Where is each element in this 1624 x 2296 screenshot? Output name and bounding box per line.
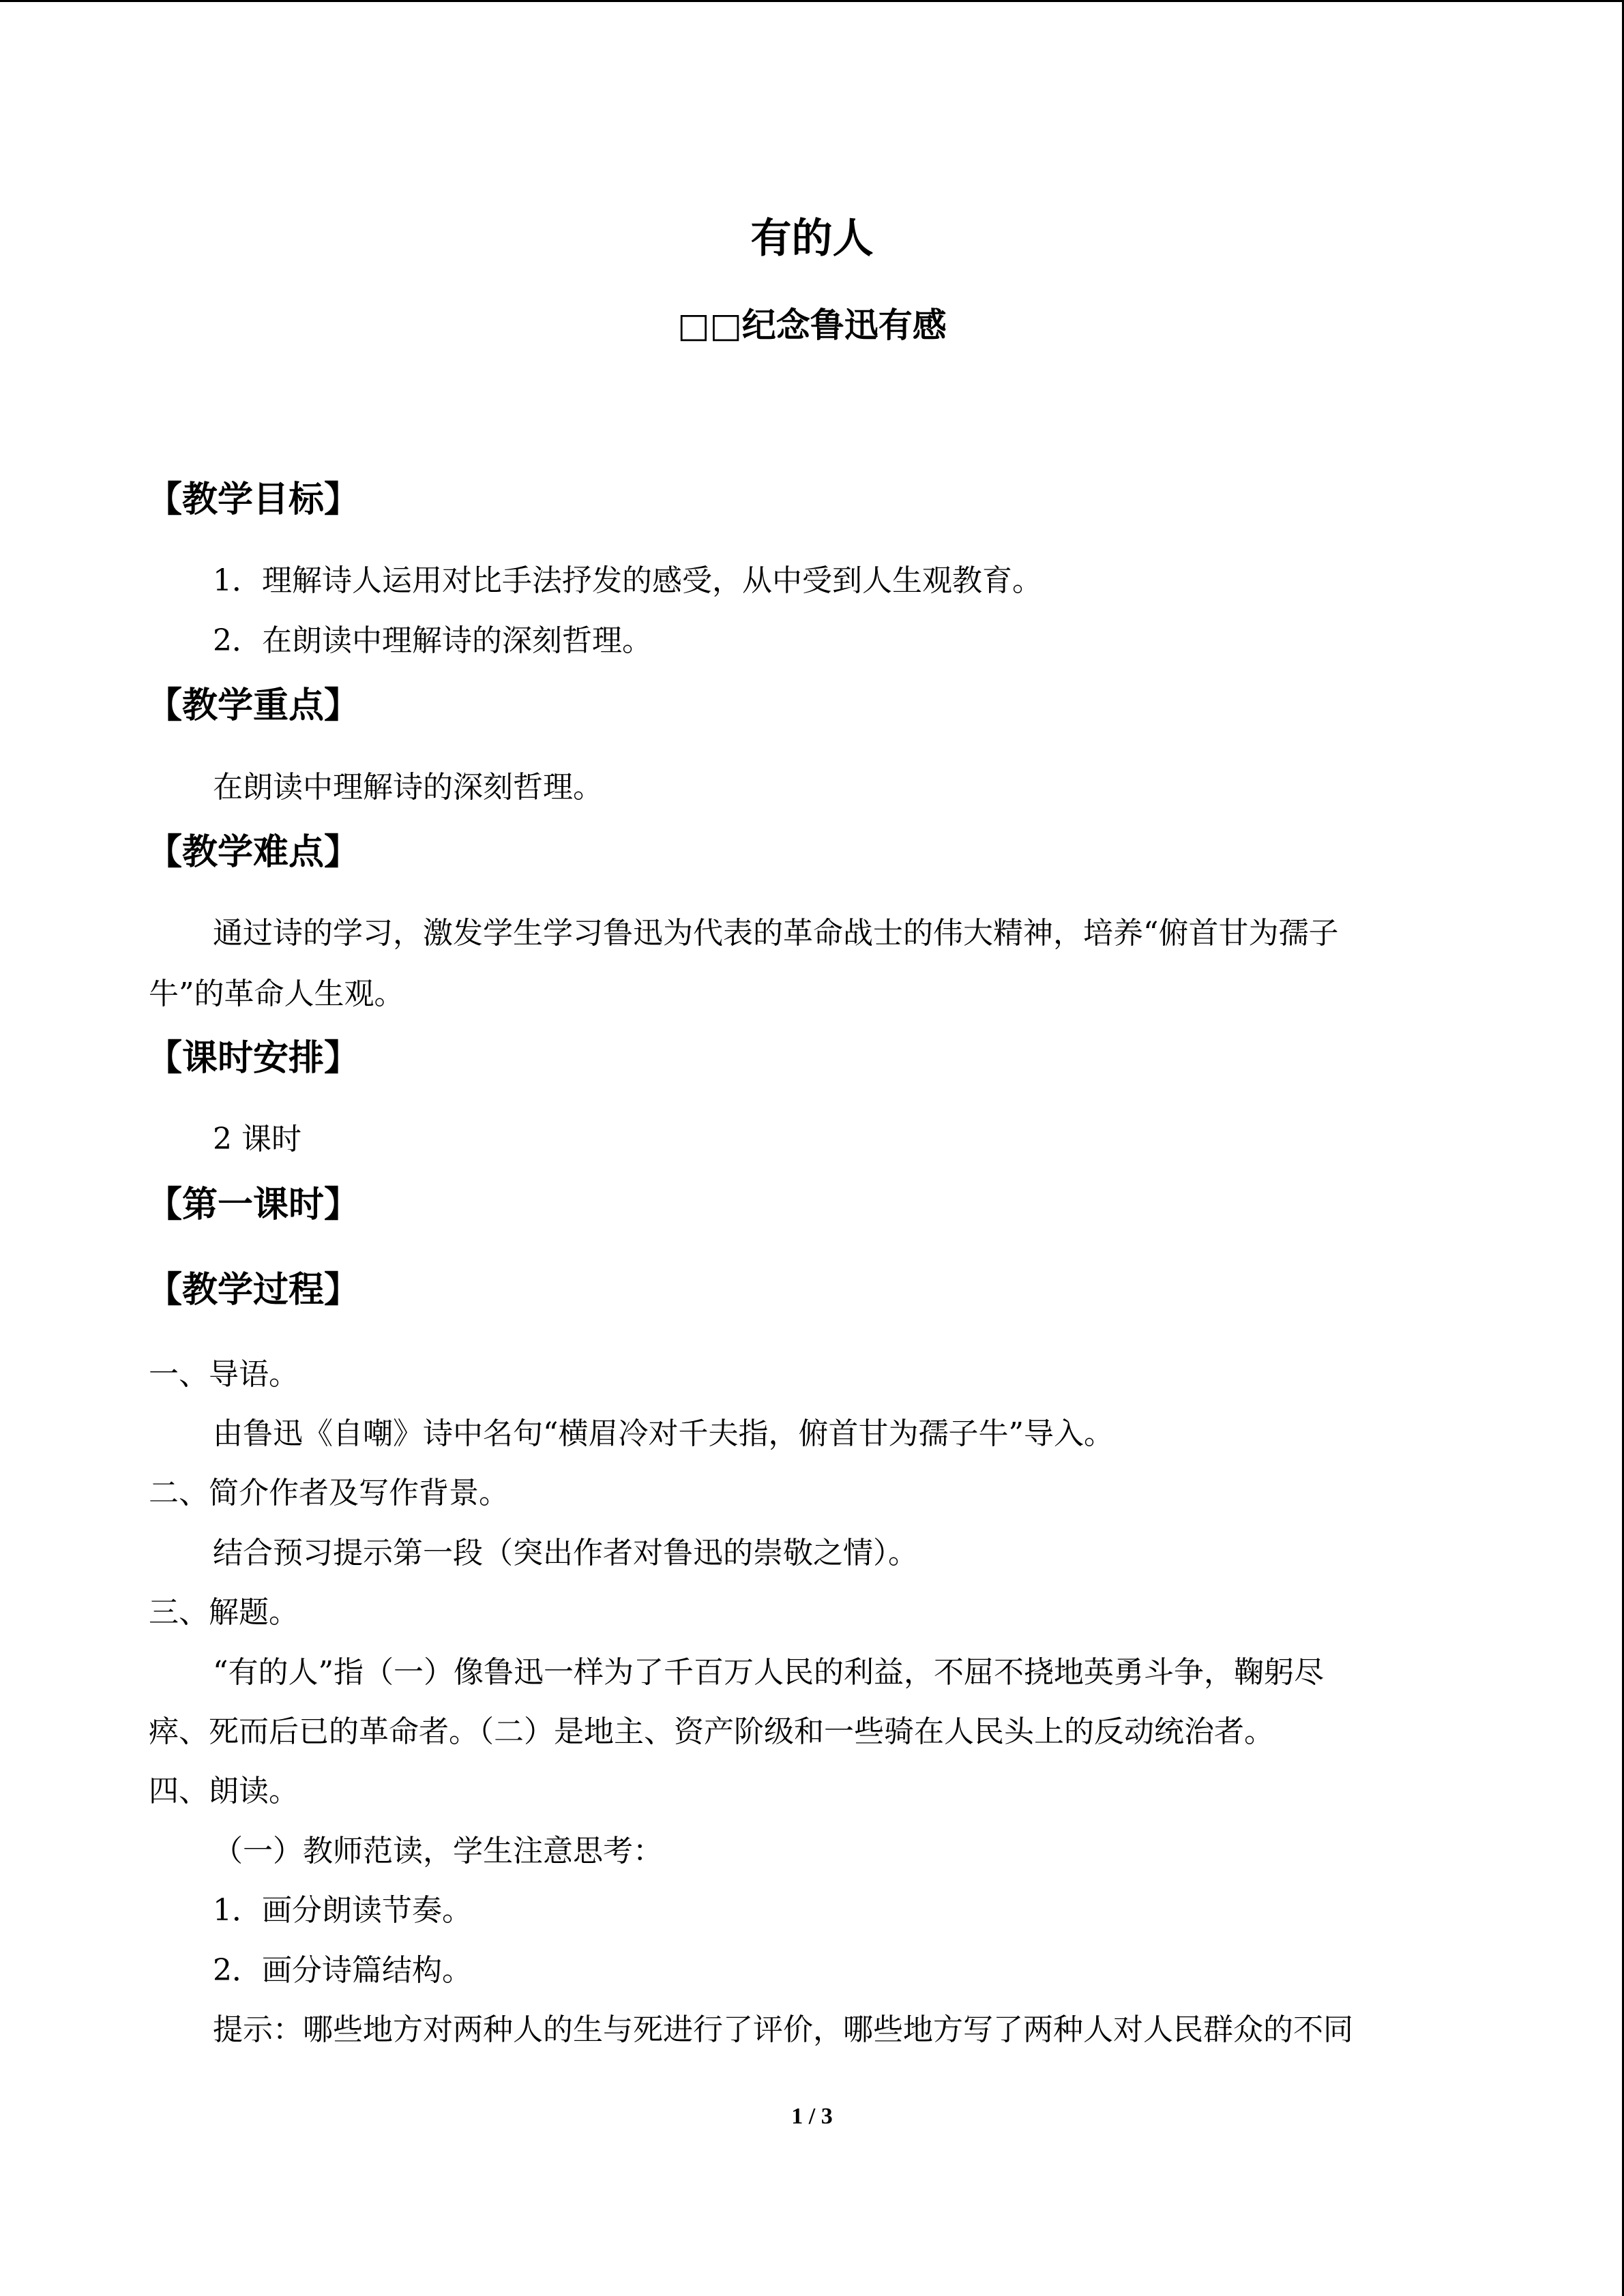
step-text: 瘁、死而后已的革命者。（二）是地主、资产阶级和一些骑在人民头上的反动统治者。 (149, 1714, 1274, 1749)
document-subtitle: □□纪念鲁迅有感 (677, 305, 947, 345)
key-points-heading: 【教学重点】 (147, 685, 360, 726)
step-title: 四、朗读。 (149, 1774, 299, 1808)
difficulties-text-line1: 通过诗的学习，激发学生学习鲁迅为代表的革命战士的伟大精神，培养“俯首甘为孺子 (213, 916, 1339, 951)
step-item: 1．画分朗读节奏。 (213, 1893, 472, 1928)
step-hint: 提示：哪些地方对两种人的生与死进行了评价，哪些地方写了两种人对人民群众的不同 (213, 2012, 1353, 2047)
step-title: 二、简介作者及写作背景。 (149, 1476, 509, 1510)
first-lesson-heading: 【第一课时】 (147, 1184, 360, 1225)
key-points-text: 在朗读中理解诗的深刻哲理。 (213, 770, 603, 805)
difficulties-text-line2: 牛”的革命人生观。 (149, 976, 404, 1011)
step-item: 2．画分诗篇结构。 (213, 1953, 472, 1988)
schedule-text: 2 课时 (213, 1122, 301, 1157)
objective-item: 2．在朗读中理解诗的深刻哲理。 (213, 623, 652, 658)
difficulties-heading: 【教学难点】 (147, 832, 360, 873)
page-number: 1 / 3 (791, 2104, 833, 2129)
step-title: 三、解题。 (149, 1595, 299, 1630)
step-text: 结合预习提示第一段（突出作者对鲁迅的崇敬之情）。 (213, 1536, 918, 1570)
step-subheading: （一）教师范读，学生注意思考： (213, 1834, 663, 1868)
step-title: 一、导语。 (149, 1357, 299, 1392)
document-title: 有的人 (750, 215, 874, 263)
schedule-heading: 【课时安排】 (147, 1038, 360, 1079)
step-text: 由鲁迅《自嘲》诗中名句“横眉冷对千夫指，俯首甘为孺子牛”导入。 (213, 1416, 1114, 1451)
objective-item: 1．理解诗人运用对比手法抒发的感受，从中受到人生观教育。 (213, 563, 1042, 598)
page-border-top (0, 0, 1624, 2)
objectives-heading: 【教学目标】 (147, 479, 360, 520)
process-heading: 【教学过程】 (147, 1270, 360, 1311)
step-text: “有的人”指（一）像鲁迅一样为了千百万人民的利益，不屈不挠地英勇斗争，鞠躬尽 (213, 1655, 1324, 1690)
